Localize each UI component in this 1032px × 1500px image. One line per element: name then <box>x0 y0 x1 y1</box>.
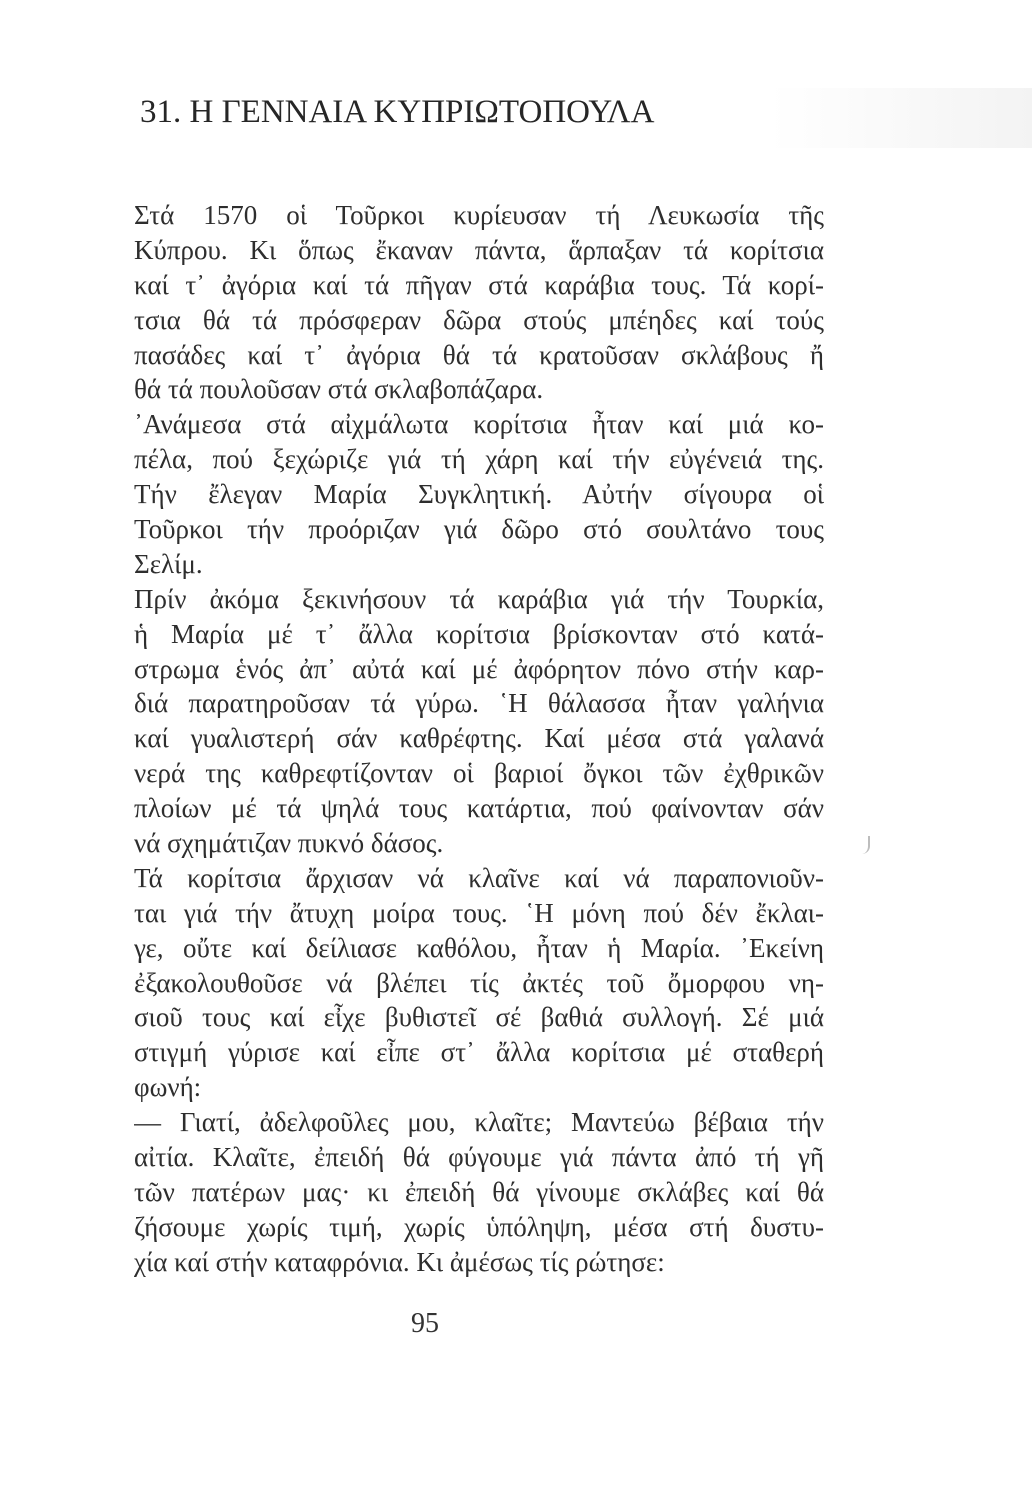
show-through-shadow <box>770 88 1032 148</box>
paragraph-4 <box>134 861 824 1105</box>
text-line: αἰτία. Κλαῖτε, ἐπειδή θά φύγουμε γιά πάντα ἀπό τή γῆ <box>134 1142 824 1173</box>
text-line: ζήσουμε χωρίς τιμή, χωρίς ὑπόληψη, μέσα στή δυστυ- <box>134 1211 824 1242</box>
text-line: ᾿Ανάμεσα στά αἰχμάλωτα κορίτσια ἦταν καί μιά κο- <box>134 409 824 440</box>
text-line: ται γιά τήν ἄτυχη μοίρα τους. ῾Η μόνη πού δέν ἔκλαι- <box>134 897 824 928</box>
text-line: πλοίων μέ τά ψηλά τους κατάρτια, πού φαίνονταν σάν <box>134 793 824 824</box>
text-line: πέλα, πού ξεχώριζε γιά τή χάρη καί τήν εὐγένειά της. <box>134 444 824 475</box>
chapter-title: 31. Η ΓΕΝΝΑΙΑ ΚΥΠΡΙΩΤΟΠΟΥΛΑ <box>140 94 655 130</box>
text-line: σιοῦ τους καί εἶχε βυθιστεῖ σέ βαθιά συλλογή. Σέ μιά <box>134 1002 824 1033</box>
text-line: Τήν ἔλεγαν Μαρία Συγκλητική. Αὐτήν σίγουρα οἱ <box>134 479 824 510</box>
paragraph-3 <box>134 582 824 861</box>
text-line: διά παρατηροῦσαν τά γύρω. ῾Η θάλασσα ἦταν γαλήνια <box>134 688 824 719</box>
text-line: Σελίμ. <box>134 548 203 579</box>
paragraph-2 <box>134 407 824 581</box>
text-line: γε, οὔτε καί δείλιασε καθόλου, ἦταν ἡ Μαρία. ᾿Εκείνη <box>134 932 824 963</box>
text-line: Στά 1570 οἱ Τοῦρκοι κυρίευσαν τή Λευκωσία τῆς <box>134 200 824 230</box>
text-line: Κύπρου. Κι ὅπως ἔκαναν πάντα, ἅρπαξαν τά κορίτσια <box>134 234 824 265</box>
text-line: στιγμή γύρισε καί εἶπε στ᾽ ἄλλα κορίτσια μέ σταθερή <box>134 1037 824 1068</box>
text-line: Τά κορίτσια ἄρχισαν νά κλαῖνε καί νά παραπονιοῦν- <box>134 862 824 893</box>
text-line: τῶν πατέρων μας· κι ἐπειδή θά γίνουμε σκλάβες καί θά <box>134 1176 824 1207</box>
paragraph-1 <box>134 198 824 407</box>
page-number: 95 <box>411 1308 439 1339</box>
text-line: ἡ Μαρία μέ τ᾽ ἄλλα κορίτσια βρίσκονταν στό κατά- <box>134 618 824 649</box>
text-line: τσια θά τά πρόσφεραν δῶρα στούς μπέηδες καί τούς <box>134 304 824 335</box>
text-line: στρωμα ἑνός ἀπ᾽ αὐτά καί μέ ἀφόρητον πόνο στήν καρ- <box>134 653 824 684</box>
text-line: Πρίν ἀκόμα ξεκινήσουν τά καράβια γιά τήν Τουρκία, <box>134 583 824 614</box>
body-text <box>134 198 824 1280</box>
text-line: — Γιατί, ἀδελφοῦλες μου, κλαῖτε; Μαντεύω βέβαια τήν <box>134 1107 824 1138</box>
text-line: πασάδες καί τ᾽ ἀγόρια θά τά κρατοῦσαν σκλάβους ἤ <box>134 339 824 370</box>
text-line: ἐξακολουθοῦσε νά βλέπει τίς ἀκτές τοῦ ὄμορφου νη- <box>134 967 824 998</box>
text-line: καί τ᾽ ἀγόρια καί τά πῆγαν στά καράβια τους. Τά κορί- <box>134 269 824 300</box>
text-line: Τοῦρκοι τήν προόριζαν γιά δῶρο στό σουλτάνο τους <box>134 514 824 545</box>
pencil-mark <box>858 836 870 854</box>
text-line: θά τά πουλοῦσαν στά σκλαβοπάζαρα. <box>134 374 544 405</box>
text-line: φωνή: <box>134 1072 202 1103</box>
text-line: χία καί στήν καταφρόνια. Κι ἀμέσως τίς ρώτησε: <box>134 1246 665 1277</box>
text-line: καί γυαλιστερή σάν καθρέφτης. Καί μέσα στά γαλανά <box>134 723 824 754</box>
text-line: νερά της καθρεφτίζονταν οἱ βαριοί ὄγκοι τῶν ἐχθρικῶν <box>134 758 824 789</box>
paragraph-5 <box>134 1105 824 1279</box>
text-line: νά σχημάτιζαν πυκνό δάσος. <box>134 828 444 859</box>
